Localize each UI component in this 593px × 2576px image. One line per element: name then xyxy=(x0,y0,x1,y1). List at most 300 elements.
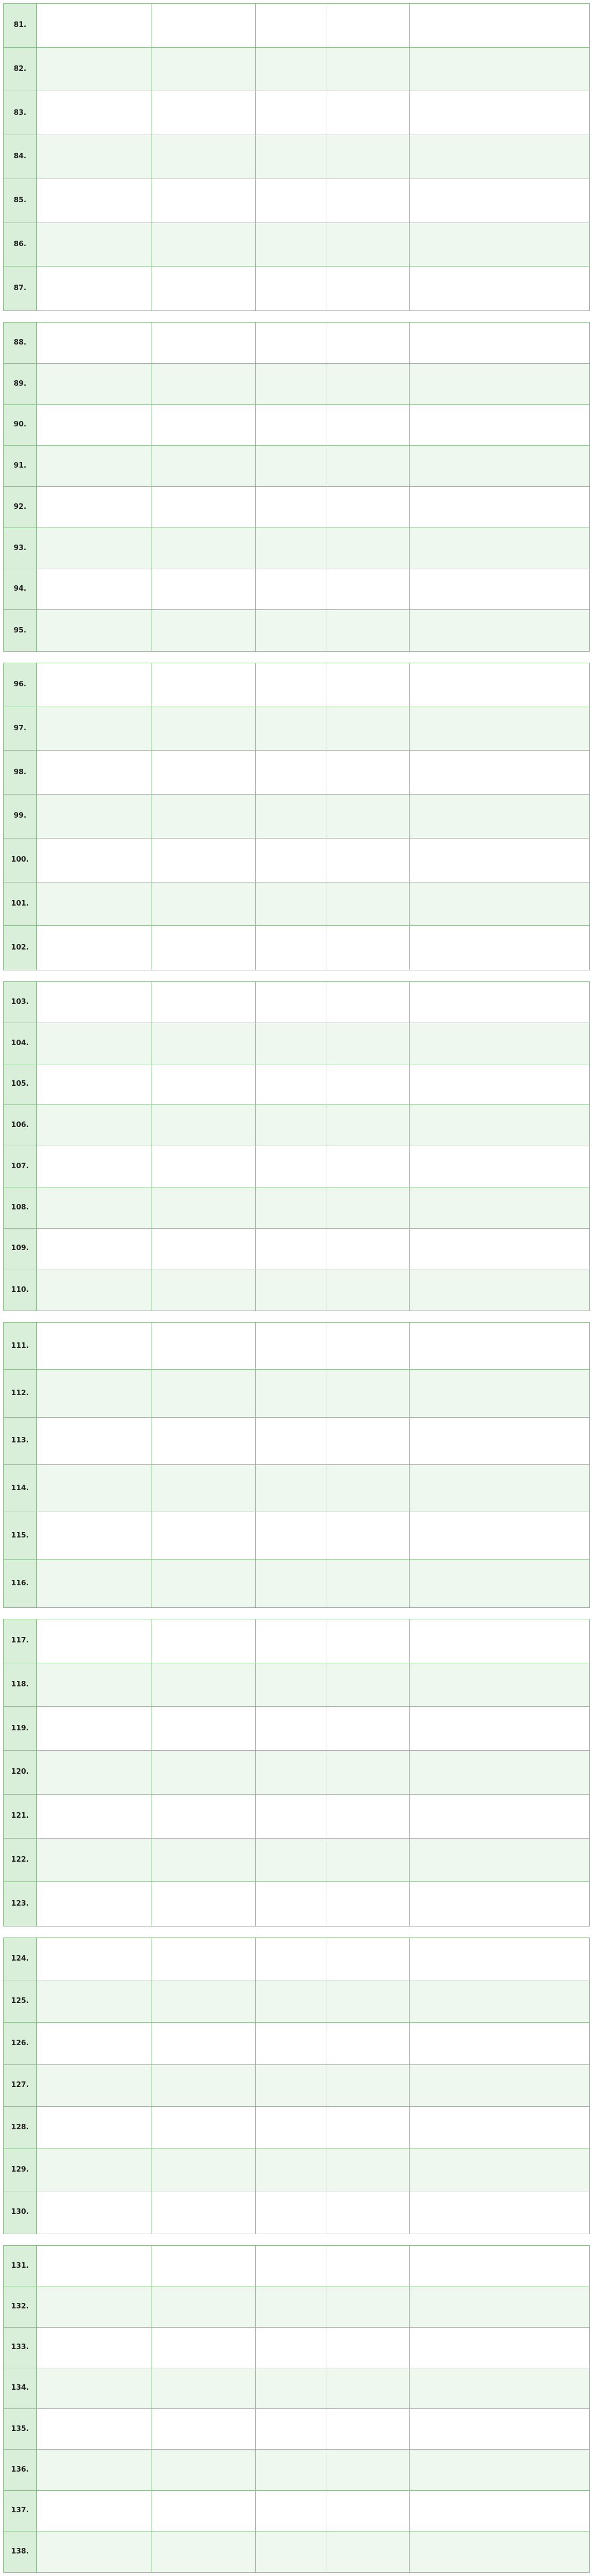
event-name xyxy=(37,839,152,882)
event-description xyxy=(410,267,589,310)
event-description xyxy=(410,795,589,838)
event-name xyxy=(37,1882,152,1926)
event-time xyxy=(256,1269,327,1311)
row-number: 135. xyxy=(4,2409,37,2449)
organizer xyxy=(152,1187,256,1228)
table-row xyxy=(4,982,589,1023)
event-name xyxy=(37,4,152,47)
row-number: 88. xyxy=(4,323,37,363)
event-name xyxy=(37,1370,152,1417)
row-number: 126. xyxy=(4,2023,37,2064)
row-number: 90. xyxy=(4,405,37,446)
event-time xyxy=(256,1229,327,1269)
row-number: 127. xyxy=(4,2065,37,2107)
event-place xyxy=(327,1187,410,1228)
event-time xyxy=(256,1023,327,1064)
event-name xyxy=(37,1064,152,1105)
event-name xyxy=(37,48,152,91)
event-description xyxy=(410,487,589,528)
table-row xyxy=(4,1064,589,1106)
event-description xyxy=(410,323,589,363)
event-name xyxy=(37,751,152,794)
event-description xyxy=(410,2023,589,2064)
organizer xyxy=(152,2107,256,2148)
organizer xyxy=(152,1980,256,2022)
event-time xyxy=(256,2409,327,2449)
table-row xyxy=(4,882,589,926)
table-section xyxy=(3,2245,590,2573)
organizer xyxy=(152,2286,256,2327)
event-name xyxy=(37,487,152,528)
event-time xyxy=(256,751,327,794)
row-number: 95. xyxy=(4,610,37,651)
table-row xyxy=(4,751,589,795)
row-number: 110. xyxy=(4,1269,37,1311)
event-place xyxy=(327,1465,410,1512)
organizer xyxy=(152,2023,256,2064)
table-row xyxy=(4,1418,589,1465)
organizer xyxy=(152,323,256,363)
event-place xyxy=(327,1980,410,2022)
table-row xyxy=(4,135,589,179)
organizer xyxy=(152,982,256,1023)
row-number: 100. xyxy=(4,839,37,882)
event-place xyxy=(327,1370,410,1417)
event-place xyxy=(327,405,410,446)
organizer xyxy=(152,364,256,404)
event-description xyxy=(410,1707,589,1750)
organizer xyxy=(152,91,256,135)
event-name xyxy=(37,707,152,751)
event-name xyxy=(37,610,152,651)
event-place xyxy=(327,446,410,486)
event-description xyxy=(410,1512,589,1559)
table-row xyxy=(4,2149,589,2191)
event-place xyxy=(327,663,410,707)
table-row xyxy=(4,2450,589,2490)
event-name xyxy=(37,926,152,970)
event-description xyxy=(410,405,589,446)
event-place xyxy=(327,1418,410,1464)
row-number: 89. xyxy=(4,364,37,404)
table-row xyxy=(4,364,589,405)
event-place xyxy=(327,1839,410,1882)
table-section xyxy=(3,1937,590,2234)
event-description xyxy=(410,91,589,135)
row-number: 99. xyxy=(4,795,37,838)
event-time xyxy=(256,4,327,47)
organizer xyxy=(152,1370,256,1417)
table-row xyxy=(4,1751,589,1795)
event-name xyxy=(37,2328,152,2368)
event-time xyxy=(256,2450,327,2490)
table-row xyxy=(4,2409,589,2450)
organizer xyxy=(152,267,256,310)
row-number: 91. xyxy=(4,446,37,486)
table-row xyxy=(4,610,589,651)
organizer xyxy=(152,2450,256,2490)
event-place xyxy=(327,267,410,310)
event-place xyxy=(327,487,410,528)
table-row xyxy=(4,1795,589,1839)
event-description xyxy=(410,982,589,1023)
organizer xyxy=(152,405,256,446)
event-time xyxy=(256,1560,327,1607)
event-description xyxy=(410,1839,589,1882)
event-place xyxy=(327,223,410,267)
event-time xyxy=(256,1187,327,1228)
organizer xyxy=(152,1465,256,1512)
event-name xyxy=(37,1663,152,1707)
event-description xyxy=(410,569,589,610)
event-description xyxy=(410,1560,589,1607)
table-row xyxy=(4,1938,589,1980)
row-number: 112. xyxy=(4,1370,37,1417)
event-name xyxy=(37,135,152,179)
row-number: 105. xyxy=(4,1064,37,1105)
event-place xyxy=(327,2286,410,2327)
event-name xyxy=(37,405,152,446)
organizer xyxy=(152,179,256,223)
event-time xyxy=(256,610,327,651)
event-time xyxy=(256,2149,327,2191)
event-description xyxy=(410,1229,589,1269)
organizer xyxy=(152,795,256,838)
organizer xyxy=(152,2491,256,2531)
organizer xyxy=(152,839,256,882)
event-place xyxy=(327,982,410,1023)
table-row xyxy=(4,1187,589,1229)
event-description xyxy=(410,707,589,751)
event-description xyxy=(410,223,589,267)
event-description xyxy=(410,1105,589,1146)
event-time xyxy=(256,1751,327,1794)
event-name xyxy=(37,2065,152,2107)
organizer xyxy=(152,1839,256,1882)
row-number: 102. xyxy=(4,926,37,970)
organizer xyxy=(152,4,256,47)
event-name xyxy=(37,1418,152,1464)
event-name xyxy=(37,528,152,569)
organizer xyxy=(152,2368,256,2408)
table-section xyxy=(3,981,590,1311)
event-place xyxy=(327,2409,410,2449)
table-row xyxy=(4,795,589,839)
event-name xyxy=(37,1323,152,1369)
row-number: 120. xyxy=(4,1751,37,1794)
table-row xyxy=(4,1229,589,1270)
organizer xyxy=(152,663,256,707)
table-row xyxy=(4,446,589,487)
event-name xyxy=(37,364,152,404)
event-place xyxy=(327,1064,410,1105)
event-time xyxy=(256,1707,327,1750)
event-description xyxy=(410,926,589,970)
event-description xyxy=(410,1619,589,1663)
event-description xyxy=(410,2065,589,2107)
organizer xyxy=(152,528,256,569)
event-description xyxy=(410,528,589,569)
event-place xyxy=(327,1269,410,1311)
organizer xyxy=(152,926,256,970)
event-description xyxy=(410,1882,589,1926)
event-time xyxy=(256,795,327,838)
table-row xyxy=(4,2531,589,2572)
table-row xyxy=(4,48,589,92)
event-time xyxy=(256,2246,327,2286)
event-place xyxy=(327,1619,410,1663)
event-name xyxy=(37,1619,152,1663)
table-row xyxy=(4,1707,589,1751)
event-name xyxy=(37,1839,152,1882)
table-row xyxy=(4,323,589,364)
event-time xyxy=(256,135,327,179)
organizer xyxy=(152,1938,256,1980)
table-row xyxy=(4,569,589,610)
organizer xyxy=(152,2065,256,2107)
table-row xyxy=(4,663,589,707)
row-number: 111. xyxy=(4,1323,37,1369)
event-time xyxy=(256,364,327,404)
row-number: 123. xyxy=(4,1882,37,1926)
event-time xyxy=(256,528,327,569)
organizer xyxy=(152,1418,256,1464)
event-time xyxy=(256,2107,327,2148)
event-time xyxy=(256,1370,327,1417)
event-time xyxy=(256,1619,327,1663)
event-name xyxy=(37,179,152,223)
table-row xyxy=(4,1146,589,1187)
event-name xyxy=(37,1795,152,1838)
event-place xyxy=(327,1023,410,1064)
event-place xyxy=(327,528,410,569)
organizer xyxy=(152,1663,256,1707)
event-name xyxy=(37,2531,152,2572)
row-number: 131. xyxy=(4,2246,37,2286)
event-time xyxy=(256,2368,327,2408)
organizer xyxy=(152,1229,256,1269)
organizer xyxy=(152,1323,256,1369)
event-description xyxy=(410,1418,589,1464)
row-number: 118. xyxy=(4,1663,37,1707)
event-time xyxy=(256,487,327,528)
organizer xyxy=(152,751,256,794)
event-time xyxy=(256,707,327,751)
event-name xyxy=(37,882,152,926)
organizer xyxy=(152,569,256,610)
event-description xyxy=(410,2491,589,2531)
organizer xyxy=(152,1560,256,1607)
event-description xyxy=(410,2328,589,2368)
event-place xyxy=(327,2191,410,2234)
event-description xyxy=(410,135,589,179)
row-number: 94. xyxy=(4,569,37,610)
event-place xyxy=(327,707,410,751)
row-number: 84. xyxy=(4,135,37,179)
row-number: 81. xyxy=(4,4,37,47)
event-description xyxy=(410,1751,589,1794)
organizer xyxy=(152,2531,256,2572)
event-time xyxy=(256,91,327,135)
table-row xyxy=(4,1839,589,1883)
table-row xyxy=(4,91,589,135)
organizer xyxy=(152,1064,256,1105)
row-number: 113. xyxy=(4,1418,37,1464)
event-time xyxy=(256,2531,327,2572)
event-place xyxy=(327,1512,410,1559)
table-row xyxy=(4,528,589,569)
event-name xyxy=(37,323,152,363)
event-description xyxy=(410,1187,589,1228)
table-row xyxy=(4,4,589,48)
event-place xyxy=(327,2328,410,2368)
organizer xyxy=(152,707,256,751)
event-name xyxy=(37,1512,152,1559)
row-number: 104. xyxy=(4,1023,37,1064)
event-description xyxy=(410,2368,589,2408)
row-number: 115. xyxy=(4,1512,37,1559)
table-row xyxy=(4,1023,589,1064)
event-time xyxy=(256,48,327,91)
table-row xyxy=(4,2368,589,2409)
row-number: 107. xyxy=(4,1146,37,1187)
table-row xyxy=(4,405,589,446)
event-name xyxy=(37,569,152,610)
table-row xyxy=(4,1560,589,1607)
event-description xyxy=(410,839,589,882)
row-number: 85. xyxy=(4,179,37,223)
row-number: 114. xyxy=(4,1465,37,1512)
event-name xyxy=(37,2286,152,2327)
table-row xyxy=(4,2191,589,2234)
event-description xyxy=(410,882,589,926)
event-place xyxy=(327,2246,410,2286)
organizer xyxy=(152,135,256,179)
row-number: 137. xyxy=(4,2491,37,2531)
row-number: 109. xyxy=(4,1229,37,1269)
row-number: 98. xyxy=(4,751,37,794)
event-place xyxy=(327,4,410,47)
event-place xyxy=(327,323,410,363)
event-name xyxy=(37,1105,152,1146)
event-description xyxy=(410,1465,589,1512)
table-row xyxy=(4,2107,589,2149)
event-place xyxy=(327,2149,410,2191)
event-description xyxy=(410,2531,589,2572)
table-row xyxy=(4,839,589,882)
row-number: 86. xyxy=(4,223,37,267)
event-time xyxy=(256,1938,327,1980)
event-name xyxy=(37,1465,152,1512)
event-time xyxy=(256,267,327,310)
event-description xyxy=(410,2450,589,2490)
organizer xyxy=(152,1269,256,1311)
table-row xyxy=(4,707,589,751)
event-time xyxy=(256,2065,327,2107)
event-description xyxy=(410,48,589,91)
event-description xyxy=(410,1269,589,1311)
event-time xyxy=(256,1323,327,1369)
event-place xyxy=(327,569,410,610)
table-row xyxy=(4,1105,589,1146)
organizer xyxy=(152,2191,256,2234)
organizer xyxy=(152,2328,256,2368)
event-time xyxy=(256,1064,327,1105)
table-row xyxy=(4,487,589,528)
event-description xyxy=(410,1146,589,1187)
organizer xyxy=(152,1512,256,1559)
event-description xyxy=(410,610,589,651)
event-place xyxy=(327,610,410,651)
event-time xyxy=(256,2286,327,2327)
event-description xyxy=(410,364,589,404)
event-name xyxy=(37,2450,152,2490)
row-number: 121. xyxy=(4,1795,37,1838)
event-name xyxy=(37,795,152,838)
row-number: 97. xyxy=(4,707,37,751)
row-number: 138. xyxy=(4,2531,37,2572)
row-number: 133. xyxy=(4,2328,37,2368)
event-name xyxy=(37,2246,152,2286)
event-name xyxy=(37,663,152,707)
event-description xyxy=(410,1023,589,1064)
organizer xyxy=(152,882,256,926)
event-place xyxy=(327,882,410,926)
row-number: 101. xyxy=(4,882,37,926)
table-row xyxy=(4,1663,589,1707)
table-row xyxy=(4,2491,589,2531)
event-time xyxy=(256,1882,327,1926)
row-number: 87. xyxy=(4,267,37,310)
event-description xyxy=(410,1064,589,1105)
table-row xyxy=(4,179,589,223)
event-time xyxy=(256,446,327,486)
event-description xyxy=(410,446,589,486)
event-description xyxy=(410,4,589,47)
event-time xyxy=(256,1839,327,1882)
row-number: 132. xyxy=(4,2286,37,2327)
table-section xyxy=(3,1619,590,1927)
organizer xyxy=(152,1882,256,1926)
event-name xyxy=(37,1187,152,1228)
row-number: 130. xyxy=(4,2191,37,2234)
event-time xyxy=(256,2328,327,2368)
row-number: 125. xyxy=(4,1980,37,2022)
table-row xyxy=(4,2023,589,2065)
event-description xyxy=(410,1795,589,1838)
table-row xyxy=(4,1323,589,1370)
event-name xyxy=(37,1980,152,2022)
event-description xyxy=(410,1980,589,2022)
event-name xyxy=(37,1269,152,1311)
organizer xyxy=(152,610,256,651)
event-place xyxy=(327,926,410,970)
event-name xyxy=(37,1938,152,1980)
event-name xyxy=(37,446,152,486)
event-place xyxy=(327,2107,410,2148)
event-name xyxy=(37,2368,152,2408)
event-place xyxy=(327,2023,410,2064)
event-place xyxy=(327,751,410,794)
table-row xyxy=(4,1370,589,1417)
table-section xyxy=(3,663,590,970)
event-name xyxy=(37,2409,152,2449)
event-place xyxy=(327,1938,410,1980)
event-time xyxy=(256,1512,327,1559)
event-time xyxy=(256,1980,327,2022)
table-row xyxy=(4,267,589,310)
row-number: 92. xyxy=(4,487,37,528)
